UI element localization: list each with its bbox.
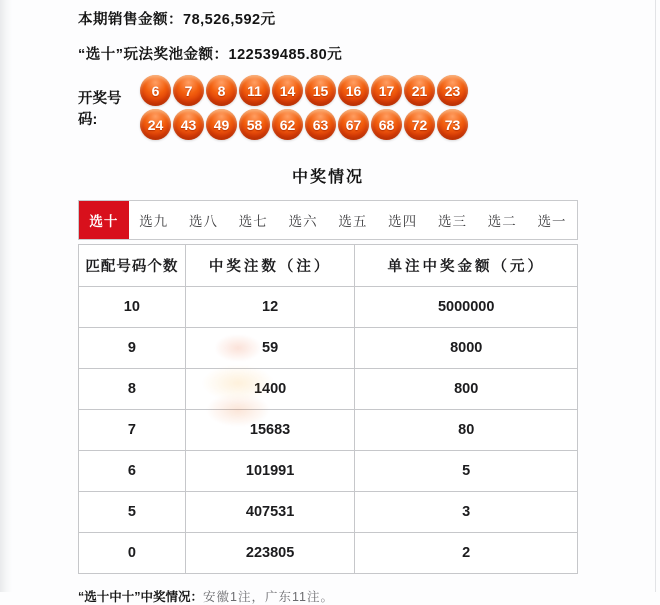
cell-match: 9 xyxy=(79,328,186,369)
table-row xyxy=(79,328,578,369)
table-row xyxy=(79,287,578,328)
play-type-tabs xyxy=(78,200,578,240)
tab-xuan6[interactable]: 选六 xyxy=(288,214,318,229)
ball-rows xyxy=(140,75,468,140)
lottery-ball: 58 xyxy=(239,109,270,140)
tab-xuan9[interactable]: 选九 xyxy=(139,214,169,229)
cell-match: 5 xyxy=(79,492,186,533)
cell-prize: 8000 xyxy=(355,328,578,369)
prize-table xyxy=(78,244,578,574)
draw-numbers-section xyxy=(78,75,578,140)
page-edge-line xyxy=(655,0,656,592)
lottery-ball: 15 xyxy=(305,75,336,106)
footer-note-label: “选十中十”中奖情况： xyxy=(78,590,204,604)
lottery-ball: 67 xyxy=(338,109,369,140)
lottery-ball: 62 xyxy=(272,109,303,140)
cell-prize: 2 xyxy=(355,533,578,574)
table-row xyxy=(79,369,578,410)
footer-note-detail: 安徽1注，广东11注。 xyxy=(203,590,334,604)
cell-match: 6 xyxy=(79,451,186,492)
lottery-ball: 6 xyxy=(140,75,171,106)
tab-xuan3[interactable]: 选三 xyxy=(437,214,467,229)
lottery-ball: 24 xyxy=(140,109,171,140)
header-prize-amount: 单注中奖金额（元） xyxy=(355,245,578,287)
footer-note xyxy=(78,587,578,605)
section-title: 中奖情况 xyxy=(291,169,364,186)
lottery-ball: 21 xyxy=(404,75,435,106)
header-match-count: 匹配号码个数 xyxy=(79,245,186,287)
cell-prize: 5 xyxy=(355,451,578,492)
draw-numbers-label: 开奖号码: xyxy=(78,90,122,128)
tab-xuan5[interactable]: 选五 xyxy=(338,214,368,229)
main-content xyxy=(78,0,578,605)
cell-count: 1400 xyxy=(185,369,355,410)
lottery-ball: 16 xyxy=(338,75,369,106)
cell-match: 10 xyxy=(79,287,186,328)
tab-xuan1[interactable]: 选一 xyxy=(537,214,567,229)
lottery-ball: 14 xyxy=(272,75,303,106)
cell-count: 407531 xyxy=(185,492,355,533)
ball-row-1 xyxy=(140,75,468,106)
lottery-ball: 17 xyxy=(371,75,402,106)
cell-match: 7 xyxy=(79,410,186,451)
lottery-ball: 11 xyxy=(239,75,270,106)
table-row xyxy=(79,410,578,451)
lottery-ball: 7 xyxy=(173,75,204,106)
cell-prize: 80 xyxy=(355,410,578,451)
table-row xyxy=(79,451,578,492)
pool-amount-line: “选十”玩法奖池金额：122539485.80元 xyxy=(78,47,343,63)
ball-row-2 xyxy=(140,109,468,140)
tab-xuan4[interactable]: 选四 xyxy=(388,214,418,229)
cell-count: 223805 xyxy=(185,533,355,574)
tab-xuan10[interactable]: 选十 xyxy=(79,201,129,239)
table-row xyxy=(79,533,578,574)
tab-xuan2[interactable]: 选二 xyxy=(487,214,517,229)
lottery-ball: 8 xyxy=(206,75,237,106)
header-winner-count: 中奖注数（注） xyxy=(185,245,355,287)
cell-count: 101991 xyxy=(185,451,355,492)
sales-amount-line: 本期销售金额：78,526,592元 xyxy=(78,12,276,28)
lottery-ball: 72 xyxy=(404,109,435,140)
cell-prize: 5000000 xyxy=(355,287,578,328)
cell-prize: 3 xyxy=(355,492,578,533)
table-row xyxy=(79,492,578,533)
prize-table-header-row xyxy=(79,245,578,287)
page-edge-shade xyxy=(0,0,12,592)
cell-prize: 800 xyxy=(355,369,578,410)
tab-xuan8[interactable]: 选八 xyxy=(188,214,218,229)
lottery-ball: 68 xyxy=(371,109,402,140)
lottery-ball: 63 xyxy=(305,109,336,140)
cell-count: 12 xyxy=(185,287,355,328)
lottery-ball: 23 xyxy=(437,75,468,106)
cell-count: 15683 xyxy=(185,410,355,451)
cell-match: 8 xyxy=(79,369,186,410)
cell-match: 0 xyxy=(79,533,186,574)
cell-count: 59 xyxy=(185,328,355,369)
lottery-ball: 43 xyxy=(173,109,204,140)
lottery-ball: 73 xyxy=(437,109,468,140)
lottery-ball: 49 xyxy=(206,109,237,140)
tab-xuan7[interactable]: 选七 xyxy=(238,214,268,229)
